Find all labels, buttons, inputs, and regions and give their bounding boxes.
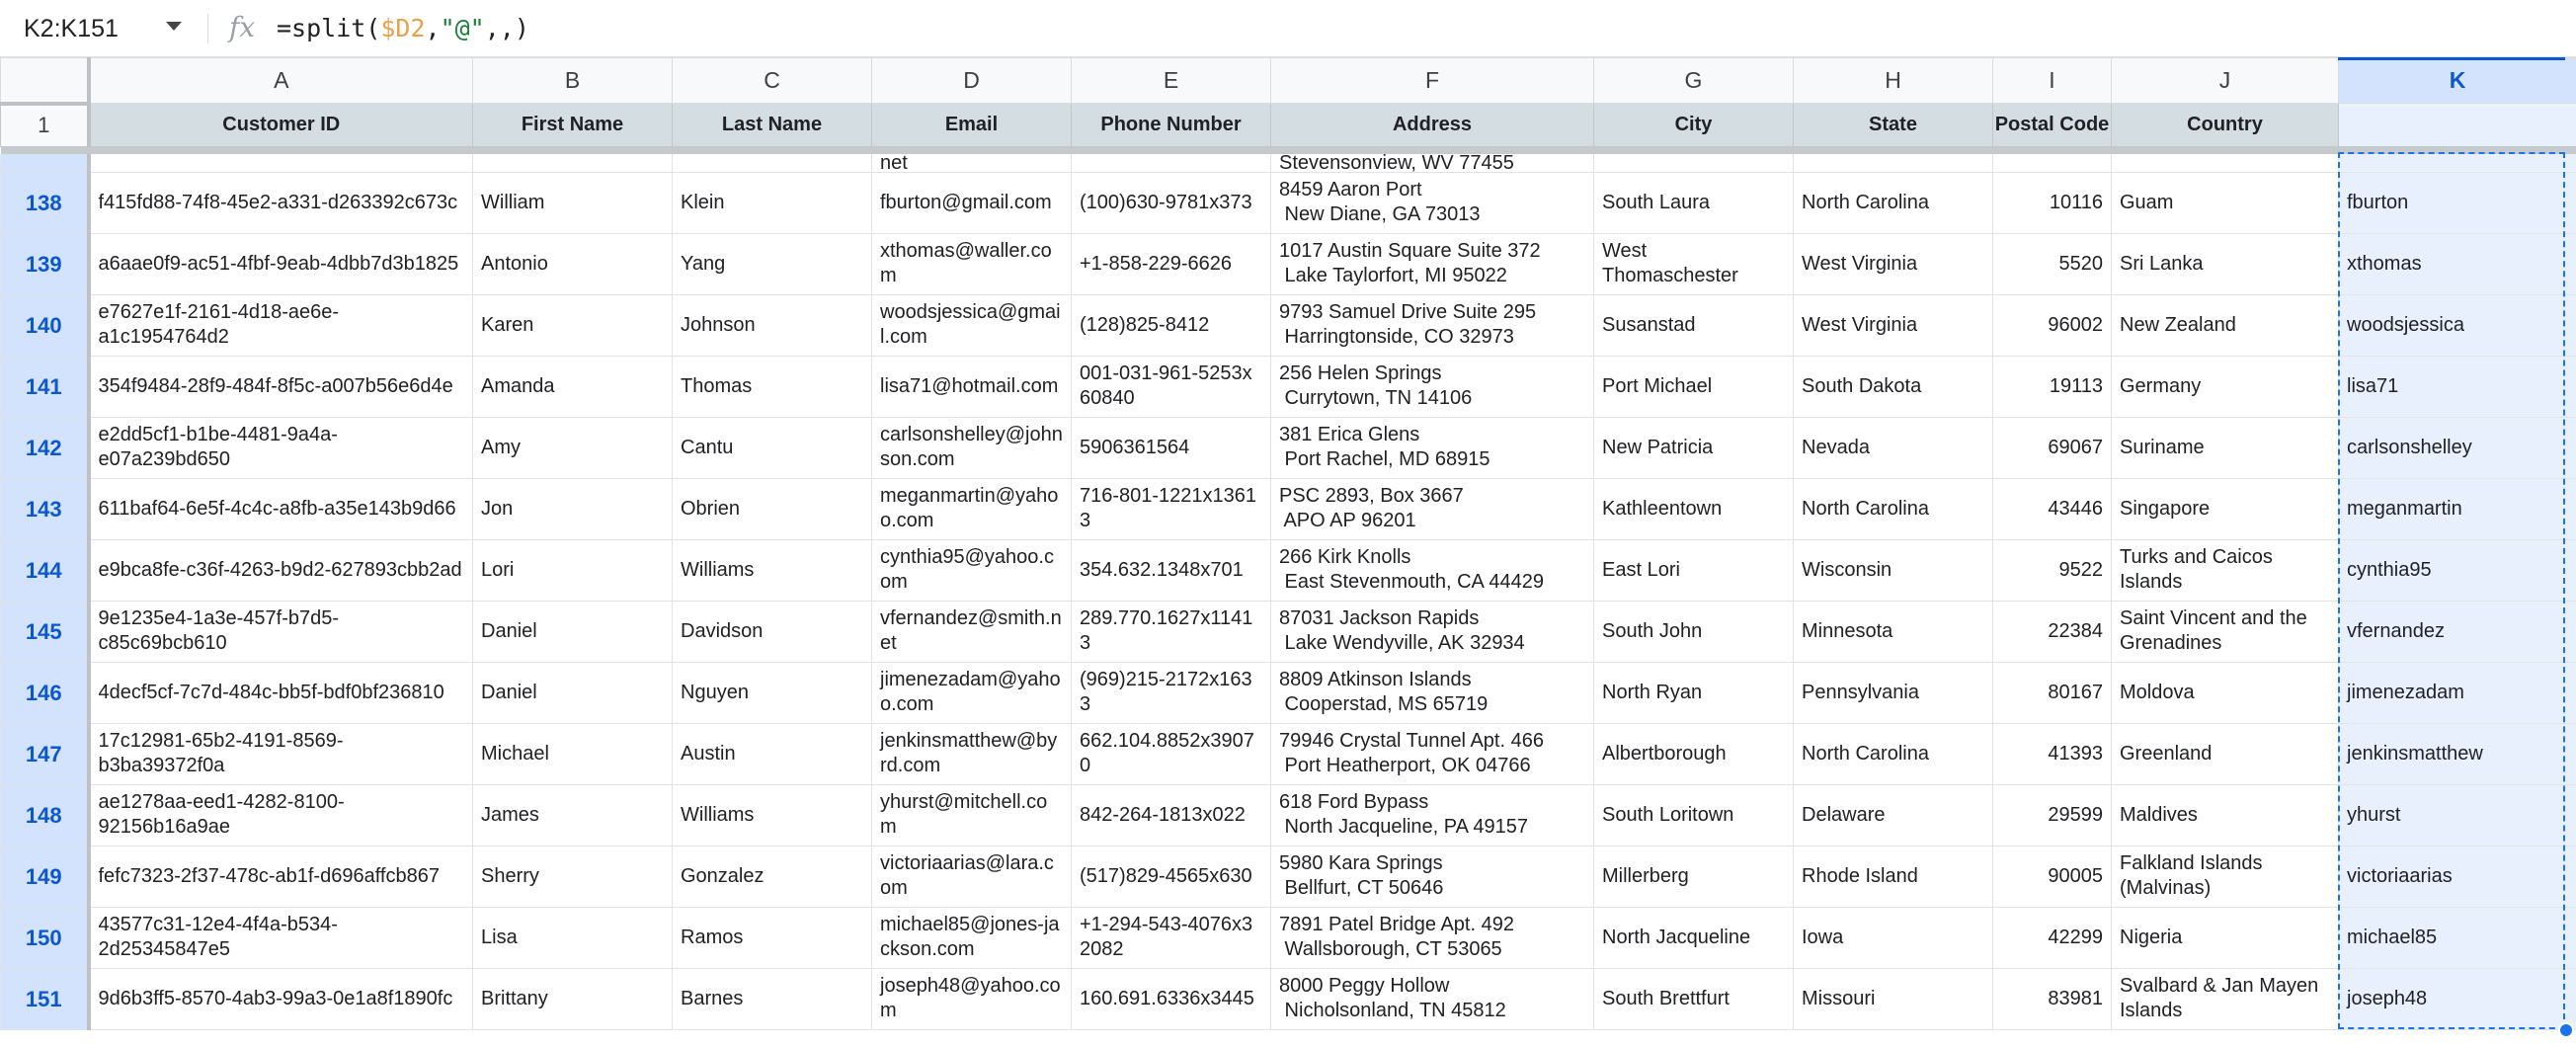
header-row: [1, 104, 2576, 147]
freeze-divider[interactable]: [1, 147, 2576, 154]
state-cell[interactable]: West Virginia: [1794, 294, 1993, 356]
name-box[interactable]: K2:K151: [24, 15, 119, 42]
fill-handle[interactable]: [2558, 1022, 2574, 1038]
address-cell[interactable]: 256 Helen Springs Currytown, TN 14106: [1271, 356, 1594, 417]
email-cell[interactable]: cynthia95@yahoo.com: [872, 539, 1072, 601]
state-cell[interactable]: West Virginia: [1794, 233, 1993, 294]
address-cell[interactable]: 8000 Peggy Hollow Nicholsonland, TN 45812: [1271, 968, 1594, 1029]
split-result-cell[interactable]: vfernandez: [2339, 601, 2576, 662]
postal-code-cell[interactable]: 5520: [1993, 233, 2112, 294]
column-header-f[interactable]: F: [1271, 58, 1594, 104]
country-cell[interactable]: Svalbard & Jan Mayen Islands: [2112, 968, 2339, 1029]
column-header-i[interactable]: I: [1993, 58, 2112, 104]
address-cell[interactable]: 381 Erica Glens Port Rachel, MD 68915: [1271, 417, 1594, 478]
postal-code-cell[interactable]: 80167: [1993, 662, 2112, 723]
country-cell[interactable]: Moldova: [2112, 662, 2339, 723]
split-result-cell[interactable]: yhurst: [2339, 784, 2576, 846]
first-name-cell[interactable]: Brittany: [473, 968, 673, 1029]
header-cell[interactable]: Customer ID: [89, 104, 473, 147]
country-cell[interactable]: Nigeria: [2112, 907, 2339, 968]
formula-string: "@": [440, 14, 485, 42]
column-header-d[interactable]: D: [872, 58, 1072, 104]
column-header-c[interactable]: C: [673, 58, 872, 104]
row-number[interactable]: 1: [1, 104, 89, 147]
city-cell[interactable]: South Brettfurt: [1594, 968, 1794, 1029]
table-row: [1, 417, 2576, 478]
customer-id-cell[interactable]: a6aae0f9-ac51-4fbf-9eab-4dbb7d3b1825: [89, 233, 473, 294]
last-name-cell[interactable]: Obrien: [673, 478, 872, 539]
table-row: [1, 294, 2576, 356]
first-name-cell[interactable]: Michael: [473, 723, 673, 784]
phone-cell[interactable]: (128)825-8412: [1072, 294, 1271, 356]
split-result-cell[interactable]: jimenezadam: [2339, 662, 2576, 723]
first-name-cell[interactable]: Daniel: [473, 601, 673, 662]
column-header-b[interactable]: B: [473, 58, 673, 104]
first-name-cell[interactable]: Antonio: [473, 233, 673, 294]
country-cell[interactable]: Saint Vincent and the Grenadines: [2112, 601, 2339, 662]
header-cell[interactable]: Address: [1271, 104, 1594, 147]
state-cell[interactable]: South Dakota: [1794, 356, 1993, 417]
email-cell[interactable]: vfernandez@smith.net: [872, 601, 1072, 662]
last-name-cell[interactable]: Williams: [673, 784, 872, 846]
phone-cell[interactable]: 662.104.8852x39070: [1072, 723, 1271, 784]
customer-id-cell[interactable]: ae1278aa-eed1-4282-8100-92156b16a9ae: [89, 784, 473, 846]
phone-cell[interactable]: +1-294-543-4076x32082: [1072, 907, 1271, 968]
last-name-cell[interactable]: Williams: [673, 539, 872, 601]
country-cell[interactable]: Germany: [2112, 356, 2339, 417]
state-cell[interactable]: Nevada: [1794, 417, 1993, 478]
email-cell[interactable]: woodsjessica@gmail.com: [872, 294, 1072, 356]
address-cell[interactable]: 79946 Crystal Tunnel Apt. 466 Port Heatherport, OK 04766: [1271, 723, 1594, 784]
email-cell[interactable]: meganmartin@yahoo.com: [872, 478, 1072, 539]
split-result-cell[interactable]: xthomas: [2339, 233, 2576, 294]
first-name-cell[interactable]: Lori: [473, 539, 673, 601]
split-result-cell[interactable]: fburton: [2339, 172, 2576, 233]
formula-comma: ,: [425, 14, 441, 42]
customer-id-cell[interactable]: e7627e1f-2161-4d18-ae6e-a1c1954764d2: [89, 294, 473, 356]
split-result-cell[interactable]: cynthia95: [2339, 539, 2576, 601]
postal-code-cell[interactable]: 22384: [1993, 601, 2112, 662]
country-cell[interactable]: New Zealand: [2112, 294, 2339, 356]
header-cell[interactable]: Country: [2112, 104, 2339, 147]
postal-code-cell[interactable]: 29599: [1993, 784, 2112, 846]
city-cell[interactable]: Port Michael: [1594, 356, 1794, 417]
header-cell[interactable]: Phone Number: [1072, 104, 1271, 147]
table-row: [1, 233, 2576, 294]
table-row: [1, 846, 2576, 907]
customer-id-cell[interactable]: e2dd5cf1-b1be-4481-9a4a-e07a239bd650: [89, 417, 473, 478]
city-cell[interactable]: North Ryan: [1594, 662, 1794, 723]
table-row: [1, 968, 2576, 1029]
postal-code-cell[interactable]: 90005: [1993, 846, 2112, 907]
customer-id-cell[interactable]: e9bca8fe-c36f-4263-b9d2-627893cbb2ad: [89, 539, 473, 601]
table-row: [1, 356, 2576, 417]
first-name-cell[interactable]: Jon: [473, 478, 673, 539]
phone-cell[interactable]: (969)215-2172x1633: [1072, 662, 1271, 723]
split-result-cell[interactable]: michael85: [2339, 907, 2576, 968]
state-cell[interactable]: Minnesota: [1794, 601, 1993, 662]
phone-cell[interactable]: 716-801-1221x13613: [1072, 478, 1271, 539]
select-all-corner[interactable]: [1, 58, 89, 104]
email-cell[interactable]: xthomas@waller.com: [872, 233, 1072, 294]
first-name-cell[interactable]: Amanda: [473, 356, 673, 417]
cell[interactable]: [2112, 154, 2339, 173]
row-number[interactable]: 144: [1, 539, 89, 601]
state-cell[interactable]: North Carolina: [1794, 478, 1993, 539]
postal-code-cell[interactable]: 96002: [1993, 294, 2112, 356]
fx-icon: fx: [229, 11, 256, 43]
row-number[interactable]: 141: [1, 356, 89, 417]
row-number[interactable]: 138: [1, 172, 89, 233]
phone-cell[interactable]: (100)630-9781x373: [1072, 172, 1271, 233]
address-cell[interactable]: 1017 Austin Square Suite 372 Lake Taylorfort, MI 95022: [1271, 233, 1594, 294]
row-number[interactable]: 142: [1, 417, 89, 478]
header-cell[interactable]: City: [1594, 104, 1794, 147]
cell[interactable]: [473, 154, 673, 173]
postal-code-cell[interactable]: 9522: [1993, 539, 2112, 601]
row-number[interactable]: 147: [1, 723, 89, 784]
formula-bar: [0, 0, 2576, 57]
city-cell[interactable]: Millerberg: [1594, 846, 1794, 907]
cell[interactable]: [2339, 154, 2576, 173]
column-header-k[interactable]: K: [2339, 58, 2576, 104]
address-cell[interactable]: 87031 Jackson Rapids Lake Wendyville, AK 32934: [1271, 601, 1594, 662]
phone-cell[interactable]: 842-264-1813x022: [1072, 784, 1271, 846]
state-cell[interactable]: Wisconsin: [1794, 539, 1993, 601]
split-result-cell[interactable]: lisa71: [2339, 356, 2576, 417]
first-name-cell[interactable]: Karen: [473, 294, 673, 356]
customer-id-cell[interactable]: fefc7323-2f37-478c-ab1f-d696affcb867: [89, 846, 473, 907]
table-row: [1, 478, 2576, 539]
customer-id-cell[interactable]: 4decf5cf-7c7d-484c-bb5f-bdf0bf236810: [89, 662, 473, 723]
cell[interactable]: [1993, 154, 2112, 173]
first-name-cell[interactable]: Amy: [473, 417, 673, 478]
spreadsheet-grid: [0, 57, 2576, 1030]
city-cell[interactable]: Susanstad: [1594, 294, 1794, 356]
table-row: [1, 784, 2576, 846]
first-name-cell[interactable]: Lisa: [473, 907, 673, 968]
last-name-cell[interactable]: Cantu: [673, 417, 872, 478]
country-cell[interactable]: Falkland Islands (Malvinas): [2112, 846, 2339, 907]
address-cell[interactable]: 266 Kirk Knolls East Stevenmouth, CA 44429: [1271, 539, 1594, 601]
customer-id-cell[interactable]: 354f9484-28f9-484f-8f5c-a007b56e6d4e: [89, 356, 473, 417]
country-cell[interactable]: Turks and Caicos Islands: [2112, 539, 2339, 601]
cell[interactable]: [673, 154, 872, 173]
row-number[interactable]: 149: [1, 846, 89, 907]
state-cell[interactable]: Pennsylvania: [1794, 662, 1993, 723]
address-cell[interactable]: 8459 Aaron Port New Diane, GA 73013: [1271, 172, 1594, 233]
state-cell[interactable]: Rhode Island: [1794, 846, 1993, 907]
first-name-cell[interactable]: William: [473, 172, 673, 233]
cell[interactable]: [89, 154, 473, 173]
phone-cell[interactable]: 354.632.1348x701: [1072, 539, 1271, 601]
last-name-cell[interactable]: Johnson: [673, 294, 872, 356]
header-cell[interactable]: Email: [872, 104, 1072, 147]
cell[interactable]: [1072, 154, 1271, 173]
row-number[interactable]: 140: [1, 294, 89, 356]
email-cell[interactable]: fburton@gmail.com: [872, 172, 1072, 233]
city-cell[interactable]: North Jacqueline: [1594, 907, 1794, 968]
last-name-cell[interactable]: Klein: [673, 172, 872, 233]
table-row: [1, 662, 2576, 723]
customer-id-cell[interactable]: 9d6b3ff5-8570-4ab3-99a3-0e1a8f1890fc: [89, 968, 473, 1029]
formula-prefix: =split(: [277, 14, 381, 42]
table-row: [1, 723, 2576, 784]
last-name-cell[interactable]: Thomas: [673, 356, 872, 417]
cell[interactable]: [1794, 154, 1993, 173]
split-result-cell[interactable]: victoriaarias: [2339, 846, 2576, 907]
country-cell[interactable]: Suriname: [2112, 417, 2339, 478]
header-cell[interactable]: Last Name: [673, 104, 872, 147]
row-number[interactable]: 143: [1, 478, 89, 539]
split-result-cell[interactable]: carlsonshelley: [2339, 417, 2576, 478]
state-cell[interactable]: North Carolina: [1794, 172, 1993, 233]
city-cell[interactable]: East Lori: [1594, 539, 1794, 601]
formula-suffix: ,,): [484, 14, 529, 42]
country-cell[interactable]: Guam: [2112, 172, 2339, 233]
address-cell[interactable]: 5980 Kara Springs Bellfurt, CT 50646: [1271, 846, 1594, 907]
table-row: [1, 539, 2576, 601]
cell[interactable]: Stevensonview, WV 77455: [1271, 154, 1594, 173]
split-result-cell[interactable]: woodsjessica: [2339, 294, 2576, 356]
phone-cell[interactable]: 289.770.1627x11413: [1072, 601, 1271, 662]
address-cell[interactable]: 9793 Samuel Drive Suite 295 Harringtonside, CO 32973: [1271, 294, 1594, 356]
table-row: [1, 172, 2576, 233]
header-cell[interactable]: First Name: [473, 104, 673, 147]
last-name-cell[interactable]: Yang: [673, 233, 872, 294]
first-name-cell[interactable]: Daniel: [473, 662, 673, 723]
last-name-cell[interactable]: Davidson: [673, 601, 872, 662]
country-cell[interactable]: Sri Lanka: [2112, 233, 2339, 294]
postal-code-cell[interactable]: 10116: [1993, 172, 2112, 233]
postal-code-cell[interactable]: 43446: [1993, 478, 2112, 539]
last-name-cell[interactable]: Gonzalez: [673, 846, 872, 907]
email-cell[interactable]: carlsonshelley@johnson.com: [872, 417, 1072, 478]
sheet-table: [0, 57, 2576, 1030]
table-row: [1, 601, 2576, 662]
column-selection-indicator: [2338, 57, 2565, 60]
formula-ref: $D2: [380, 14, 426, 42]
city-cell[interactable]: New Patricia: [1594, 417, 1794, 478]
customer-id-cell[interactable]: 43577c31-12e4-4f4a-b534-2d25345847e5: [89, 907, 473, 968]
email-cell[interactable]: jimenezadam@yahoo.com: [872, 662, 1072, 723]
postal-code-cell[interactable]: 41393: [1993, 723, 2112, 784]
divider: [207, 14, 208, 43]
phone-cell[interactable]: (517)829-4565x630: [1072, 846, 1271, 907]
split-result-cell[interactable]: jenkinsmatthew: [2339, 723, 2576, 784]
row-number[interactable]: 146: [1, 662, 89, 723]
row-number[interactable]: 151: [1, 968, 89, 1029]
last-name-cell[interactable]: Nguyen: [673, 662, 872, 723]
customer-id-cell[interactable]: 611baf64-6e5f-4c4c-a8fb-a35e143b9d66: [89, 478, 473, 539]
column-header-row: [1, 58, 2576, 104]
email-cell[interactable]: michael85@jones-jackson.com: [872, 907, 1072, 968]
row-number[interactable]: 148: [1, 784, 89, 846]
email-cell[interactable]: lisa71@hotmail.com: [872, 356, 1072, 417]
column-header-g[interactable]: G: [1594, 58, 1794, 104]
formula-input[interactable]: [277, 12, 529, 45]
address-cell[interactable]: 618 Ford Bypass North Jacqueline, PA 49157: [1271, 784, 1594, 846]
email-cell[interactable]: yhurst@mitchell.com: [872, 784, 1072, 846]
table-row: [1, 907, 2576, 968]
country-cell[interactable]: Greenland: [2112, 723, 2339, 784]
split-result-cell[interactable]: meganmartin: [2339, 478, 2576, 539]
email-cell[interactable]: joseph48@yahoo.com: [872, 968, 1072, 1029]
chevron-down-icon[interactable]: [166, 22, 182, 31]
city-cell[interactable]: South John: [1594, 601, 1794, 662]
state-cell[interactable]: Iowa: [1794, 907, 1993, 968]
last-name-cell[interactable]: Austin: [673, 723, 872, 784]
phone-cell[interactable]: +1-858-229-6626: [1072, 233, 1271, 294]
column-header-e[interactable]: E: [1072, 58, 1271, 104]
header-cell[interactable]: [2339, 104, 2576, 147]
state-cell[interactable]: North Carolina: [1794, 723, 1993, 784]
address-cell[interactable]: 7891 Patel Bridge Apt. 492 Wallsborough, CT 53065: [1271, 907, 1594, 968]
state-cell[interactable]: Delaware: [1794, 784, 1993, 846]
split-result-cell[interactable]: joseph48: [2339, 968, 2576, 1029]
country-cell[interactable]: Maldives: [2112, 784, 2339, 846]
cell[interactable]: [1594, 154, 1794, 173]
customer-id-cell[interactable]: 17c12981-65b2-4191-8569-b3ba39372f0a: [89, 723, 473, 784]
city-cell[interactable]: West Thomaschester: [1594, 233, 1794, 294]
customer-id-cell[interactable]: 9e1235e4-1a3e-457f-b7d5-c85c69bcb610: [89, 601, 473, 662]
row-number[interactable]: [1, 154, 89, 173]
first-name-cell[interactable]: James: [473, 784, 673, 846]
city-cell[interactable]: South Loritown: [1594, 784, 1794, 846]
address-cell[interactable]: PSC 2893, Box 3667 APO AP 96201: [1271, 478, 1594, 539]
header-cell[interactable]: Postal Code: [1993, 104, 2112, 147]
email-cell[interactable]: victoriaarias@lara.com: [872, 846, 1072, 907]
city-cell[interactable]: South Laura: [1594, 172, 1794, 233]
header-cell[interactable]: State: [1794, 104, 1993, 147]
row-number[interactable]: 139: [1, 233, 89, 294]
email-cell[interactable]: jenkinsmatthew@byrd.com: [872, 723, 1072, 784]
postal-code-cell[interactable]: 83981: [1993, 968, 2112, 1029]
last-name-cell[interactable]: Ramos: [673, 907, 872, 968]
column-header-a[interactable]: A: [89, 58, 473, 104]
last-name-cell[interactable]: Barnes: [673, 968, 872, 1029]
first-name-cell[interactable]: Sherry: [473, 846, 673, 907]
customer-id-cell[interactable]: f415fd88-74f8-45e2-a331-d263392c673c: [89, 172, 473, 233]
phone-cell[interactable]: 5906361564: [1072, 417, 1271, 478]
row-number[interactable]: 150: [1, 907, 89, 968]
column-header-h[interactable]: H: [1794, 58, 1993, 104]
postal-code-cell[interactable]: 69067: [1993, 417, 2112, 478]
postal-code-cell[interactable]: 42299: [1993, 907, 2112, 968]
postal-code-cell[interactable]: 19113: [1993, 356, 2112, 417]
row-number[interactable]: 145: [1, 601, 89, 662]
city-cell[interactable]: Albertborough: [1594, 723, 1794, 784]
cell[interactable]: net: [872, 154, 1072, 173]
column-header-j[interactable]: J: [2112, 58, 2339, 104]
state-cell[interactable]: Missouri: [1794, 968, 1993, 1029]
phone-cell[interactable]: 001-031-961-5253x60840: [1072, 356, 1271, 417]
partial-row: [1, 154, 2576, 173]
city-cell[interactable]: Kathleentown: [1594, 478, 1794, 539]
phone-cell[interactable]: 160.691.6336x3445: [1072, 968, 1271, 1029]
country-cell[interactable]: Singapore: [2112, 478, 2339, 539]
address-cell[interactable]: 8809 Atkinson Islands Cooperstad, MS 65719: [1271, 662, 1594, 723]
